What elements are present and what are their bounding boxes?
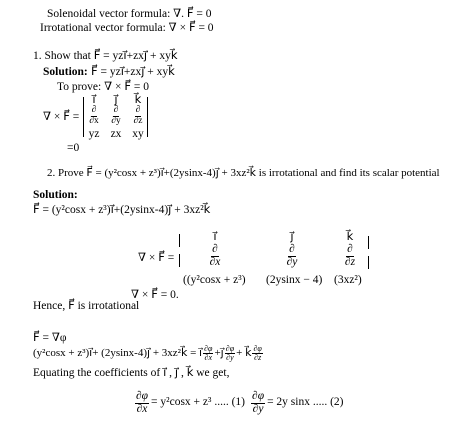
- q2-potential-eq: [33, 345, 264, 362]
- q2-solution-label: Solution:: [33, 189, 78, 201]
- q1-det-right-bar: [147, 97, 148, 137]
- q2-unit-j: j⃗: [290, 231, 294, 243]
- irrotational-formula: Irrotational vector formula: ∇ × F⃗ = 0: [40, 22, 214, 34]
- q1-result: =0: [67, 142, 80, 154]
- q1-comp-yz: yz: [88, 128, 100, 140]
- q2-det-left-bar-top: [179, 234, 180, 247]
- q2-curl-result: ∇ × F⃗ = 0.: [131, 289, 179, 301]
- q2-comp-i: ((y²cosx + z³): [183, 274, 246, 286]
- q2-det-right-bar-bottom: [368, 256, 369, 269]
- q2-potential-def: F⃗ = ∇φ: [33, 332, 67, 344]
- question-2: 2. Prove F⃗ = (y²cosx + z³)i⃗+(2ysinx-4)j⃗ + 3xz²k⃗ is irrotational and find its scalar potential: [47, 167, 440, 179]
- eq2-frac: $\frac{\partial\varphi}{\partial y}$: [252, 390, 265, 415]
- q2-solution-text: F⃗ = (y²cosx + z³)i⃗+(2ysinx-4)j⃗ + 3xz²k⃗: [33, 204, 211, 216]
- q2-op-z: $\frac{\partial}{\partial z}$: [344, 243, 356, 268]
- q2-hence: Hence, F⃗ is irrotational: [33, 300, 140, 312]
- q1-solution-label: Solution:: [43, 66, 88, 78]
- question-1: 1. Show that F⃗ = yzi⃗+zxj⃗ + xyk⃗: [33, 50, 178, 62]
- q2-unit-k: k⃗: [346, 231, 354, 243]
- q2-det-right-bar-top: [368, 236, 369, 249]
- q1-solution-text: F⃗ = yzi⃗+zxj⃗ + xyk⃗: [91, 66, 175, 78]
- q2-equations: [135, 391, 344, 415]
- q2-op-y: $\frac{\partial}{\partial y}$: [286, 243, 298, 268]
- q1-comp-zx: zx: [110, 128, 122, 140]
- q2-comp-j: (2ysinx − 4): [266, 274, 323, 286]
- q1-unit-i: i⃗: [92, 94, 96, 106]
- q2-plus-j: +j⃗: [214, 347, 224, 359]
- q2-frac-dz: $\frac{\partial\varphi}{\partial z}$: [253, 344, 262, 362]
- q1-unit-j: j⃗: [114, 94, 118, 106]
- eq2-rhs: = 2y sinx ..... (2): [267, 396, 344, 409]
- q1-op-y: $\frac{\partial}{\partial y}$: [111, 105, 121, 126]
- q2-det-left-bar-bottom: [179, 254, 180, 267]
- q2-op-x: $\frac{\partial}{\partial x}$: [209, 243, 221, 268]
- q1-op-z: $\frac{\partial}{\partial z}$: [133, 105, 143, 126]
- q1-unit-k: k⃗: [134, 94, 142, 106]
- q2-plus-k: + k⃗: [236, 347, 252, 359]
- q2-frac-dy: $\frac{\partial\varphi}{\partial y}$: [225, 344, 235, 362]
- q2-comp-k: (3xz²): [334, 274, 362, 286]
- q1-comp-xy: xy: [132, 128, 144, 140]
- q1-det-left-bar: [83, 97, 84, 137]
- solenoidal-formula: Solenoidal vector formula: ∇. F⃗ = 0: [47, 8, 212, 20]
- q1-op-x: $\frac{\partial}{\partial x}$: [89, 105, 99, 126]
- eq1-rhs: = y²cosx + z³ ..... (1): [151, 396, 246, 409]
- q2-curl-lhs: ∇ × F⃗ =: [138, 252, 175, 264]
- q2-potential-eq-left: (y²cosx + z³)i⃗+ (2ysinx-4)j⃗ + 3xz²k⃗ = i⃗: [33, 347, 203, 359]
- q2-frac-dx: $\frac{\partial\varphi}{\partial x}$: [204, 344, 213, 362]
- q1-to-prove: To prove: ∇ × F⃗ = 0: [57, 81, 149, 93]
- q1-curl-lhs: ∇ × F⃗ =: [43, 111, 80, 123]
- q2-equating: Equating the coefficients of i⃗ , j⃗ , k⃗ we get,: [33, 367, 230, 379]
- q2-unit-i: i⃗: [213, 231, 217, 243]
- eq1-frac: $\frac{\partial\varphi}{\partial x}$: [136, 390, 149, 415]
